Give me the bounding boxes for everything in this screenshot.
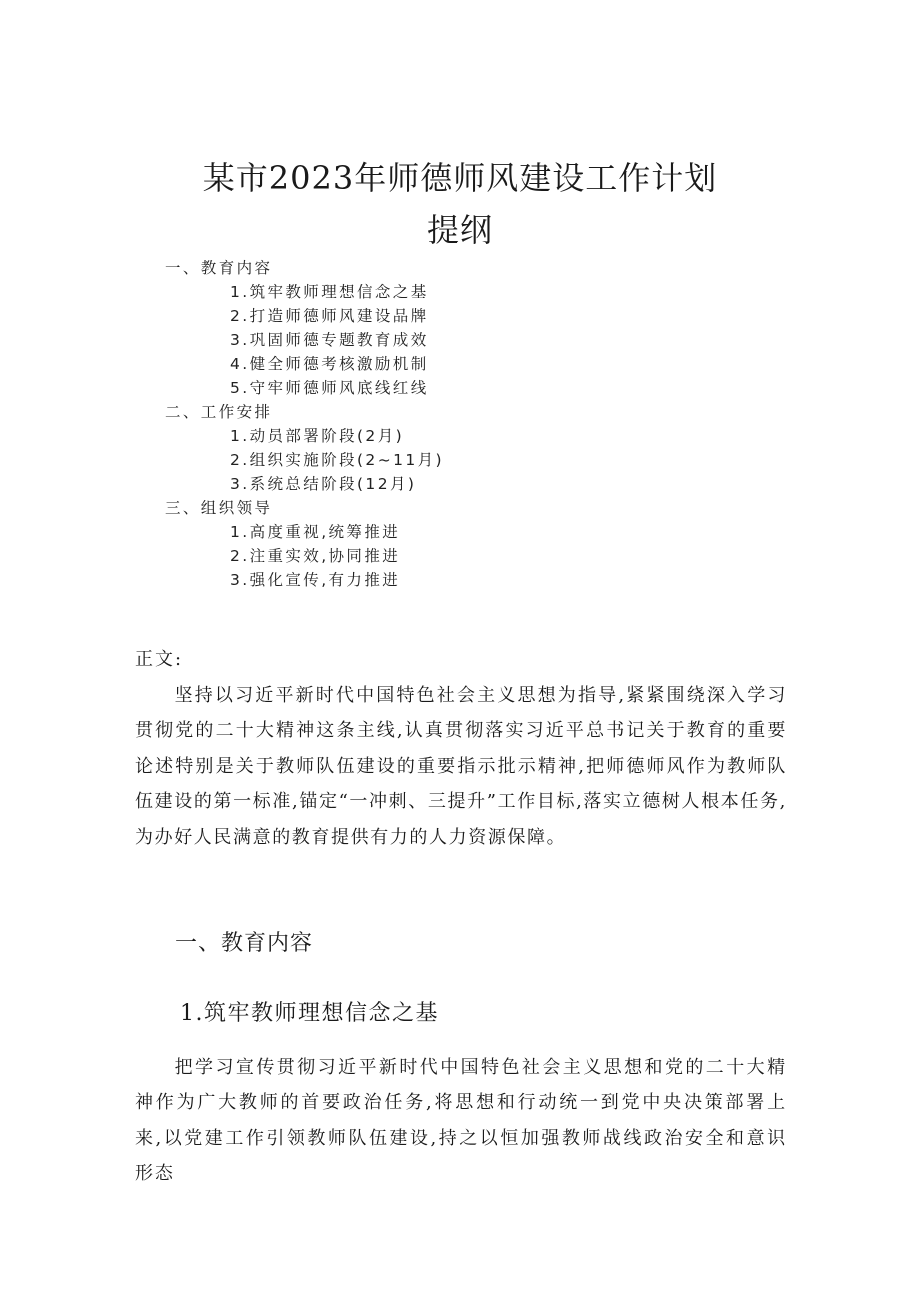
outline-item: 5.守牢师德师风底线红线 [230,379,429,397]
outline-section-title: 一、教育内容 [165,259,273,277]
outline-section-title: 二、工作安排 [165,403,273,421]
intro-paragraph: 坚持以习近平新时代中国特色社会主义思想为指导,紧紧围绕深入学习贯彻党的二十大精神这条主线,认真贯彻落实习近平总书记关于教育的重要论述特别是关于教师队伍建设的重要指示批示精神,把师德师风作为教师队伍建设的第一标准,锚定“一冲刺、三提升”工作目标,落实立德树人根本任务,为办好人民满意的教育提供有力的人力资源保障。 [135,685,787,848]
subsection-paragraph: 把学习宣传贯彻习近平新时代中国特色社会主义思想和党的二十大精神作为广大教师的首要政治任务,将思想和行动统一到党中央决策部署上来,以党建工作引领教师队伍建设,持之以恒加强教师战线政治安全和意识形态 [135,1057,787,1185]
subsection-heading: 1.筑牢教师理想信念之基 [180,1001,439,1026]
body-label: 正文: [135,649,184,670]
outline-item: 2.注重实效,协同推进 [230,547,401,565]
outline-item: 3.巩固师德专题教育成效 [230,331,429,349]
outline-item: 1.高度重视,统筹推进 [230,523,401,541]
outline-item: 1.筑牢教师理想信念之基 [230,283,429,301]
outline-item: 2.打造师德师风建设品牌 [230,307,429,325]
outline-item: 3.系统总结阶段(12月) [230,475,417,493]
outline-item: 4.健全师德考核激励机制 [230,355,429,373]
document-subtitle: 提纲 [426,211,493,249]
outline-item: 2.组织实施阶段(2~11月) [230,451,444,469]
document-title: 某市2023年师德师风建设工作计划 [202,159,718,197]
outline-item: 1.动员部署阶段(2月) [230,427,405,445]
outline-item: 3.强化宣传,有力推进 [230,571,401,589]
section-heading: 一、教育内容 [175,931,314,956]
outline-section-title: 三、组织领导 [165,499,273,517]
